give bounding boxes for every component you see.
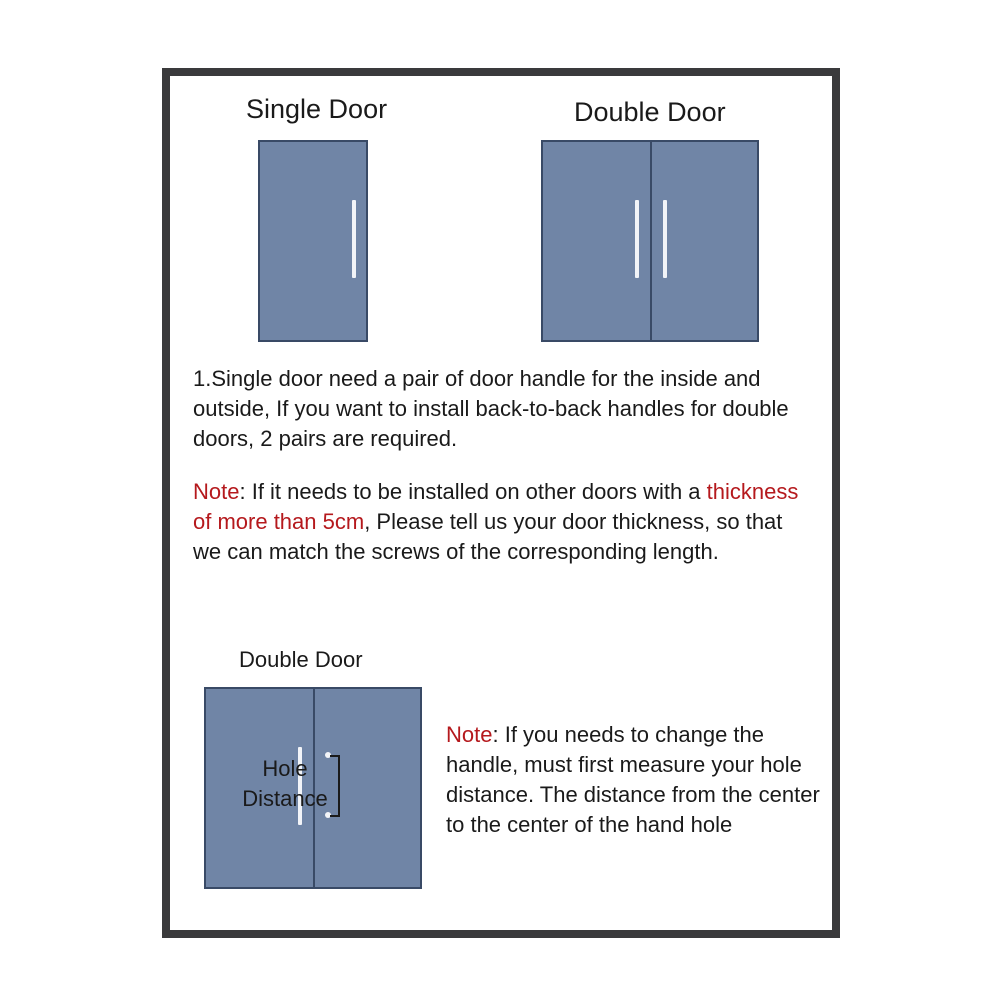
note-text-a: : If it needs to be installed on other doors with a <box>239 479 707 504</box>
single-door-handle <box>352 200 356 278</box>
note-label: Note <box>193 479 240 504</box>
note2-label: Note <box>446 722 493 747</box>
double-door-small-title: Double Door <box>239 647 363 672</box>
single-door-title: Single Door <box>246 94 388 124</box>
hole-distance-label <box>220 754 350 814</box>
single-door-illustration <box>258 140 368 342</box>
instruction-paragraph: 1.Single door need a pair of door handle for the inside and outside, If you want to install back-to-back handles for double doors, 2 pairs are required. <box>193 366 789 451</box>
right-door-handle <box>663 200 667 278</box>
hole-distance-note <box>446 720 826 840</box>
note-text-b: , Please tell us your door thickness, so that we can match the screws of the corresponding length. <box>193 509 783 564</box>
hole-label-line2: Distance <box>242 786 328 811</box>
note2-text: : If you needs to change the handle, must first measure your hole distance. The distance from the center to the center of the hand hole <box>446 722 820 837</box>
double-door-title: Double Door <box>574 97 726 127</box>
hole-label-line1: Hole <box>262 756 308 781</box>
note-highlight: thickness of more than 5cm <box>193 479 799 534</box>
double-door-seam <box>650 142 652 340</box>
thickness-note <box>193 477 813 567</box>
double-door-illustration <box>541 140 759 342</box>
left-door-handle <box>635 200 639 278</box>
